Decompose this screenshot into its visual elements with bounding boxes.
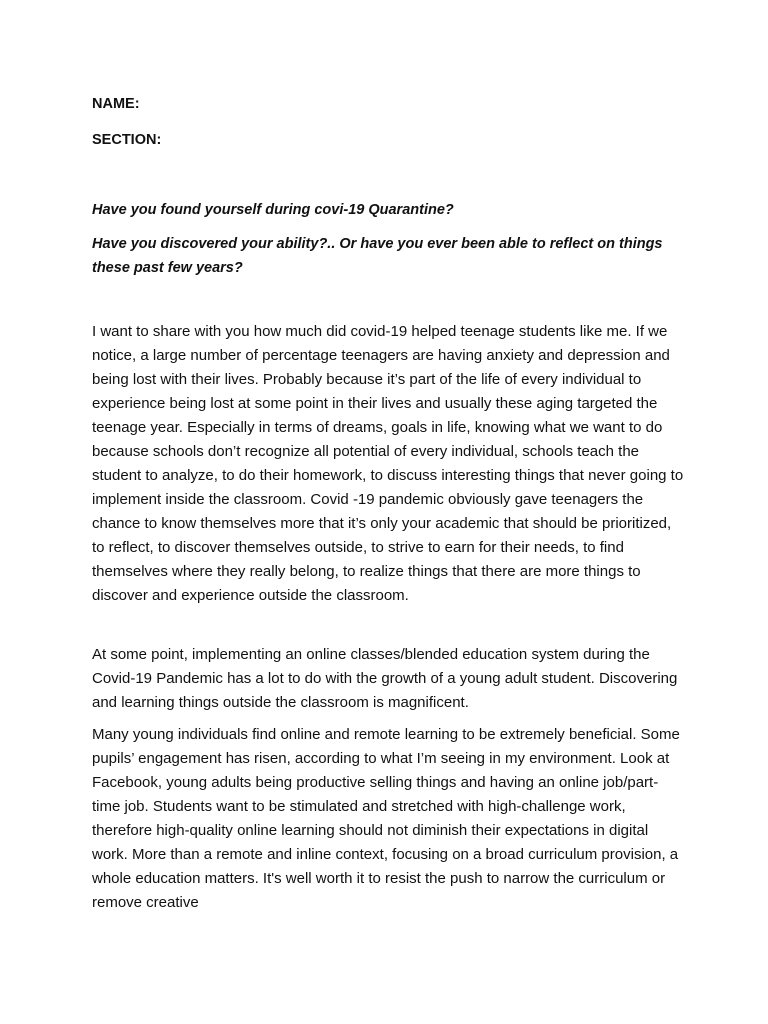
paragraph-remote-learning: [92, 723, 684, 915]
paragraph-online-classes: [92, 643, 684, 715]
paragraph-text: Many young individuals find online and remote learning to be extremely beneficial. Some pupils’ engagement has risen, according to what I’m seeing in my environment. Look at Facebook, young adults being productive selling things and having an online job/part-time job. Students want to be stimulated and stretched with high-challenge work, therefore high-quality online learning should not diminish their expectations in digital work. More than a remote and inline context, focusing on a broad curriculum provision, a whole education matters. It's well worth it to resist the push to narrow the curriculum or remove creative: [92, 726, 680, 911]
paragraph-text: I want to share with you how much did covid-19 helped teenage students like me. If we notice, a large number of percentage teenagers are having anxiety and depression and being lost with their lives. Probably because it’s part of the life of every individual to experience being lost at some point in their lives and usually these aging targeted the teenage year. Especially in terms of dreams, goals in life, knowing what we want to do because schools don’t recognize all potential of every individual, schools teach the student to analyze, to do their homework, to discuss interesting things that never going to implement inside the classroom. Covid -19 pandemic obviously gave teenagers the chance to know themselves more that it’s only your academic that should be prioritized, to reflect, to discover themselves outside, to strive to earn for their needs, to find themselves where they really belong, to realize things that there are more things to discover and experience outside the classroom.: [92, 323, 684, 604]
paragraph-covid-teenagers: [92, 320, 684, 608]
question-ability: Have you discovered your ability?.. Or have you ever been able to reflect on things these past few years?: [92, 236, 663, 276]
section-field-label: SECTION:: [92, 132, 162, 148]
paragraph-text: At some point, implementing an online classes/blended education system during the Covid-19 Pandemic has a lot to do with the growth of a young adult student. Discovering and learning things outside the classroom is magnificent.: [92, 646, 678, 711]
question-quarantine: Have you found yourself during covi-19 Quarantine?: [92, 202, 454, 218]
name-field-label: NAME:: [92, 96, 140, 112]
